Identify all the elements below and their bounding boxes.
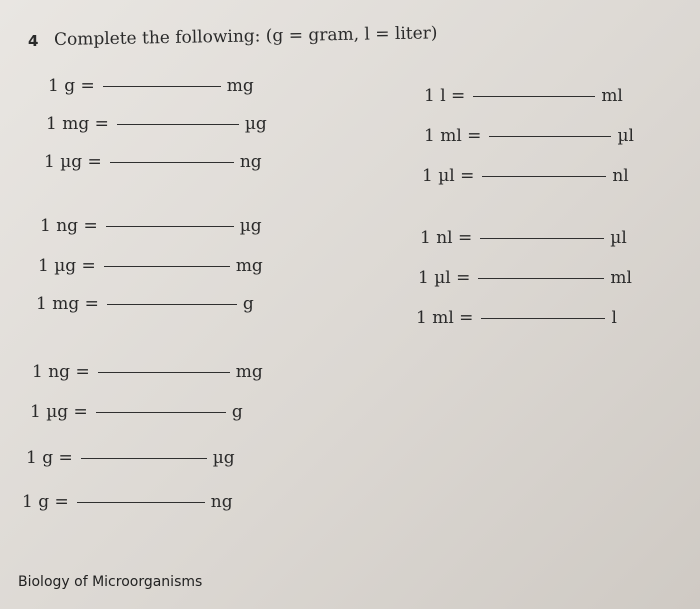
answer-blank[interactable] — [117, 124, 239, 125]
left-row-9 — [26, 448, 235, 468]
instruction-text: Complete the following: (g = gram, l = liter) — [53, 23, 438, 50]
equation-lhs: 1 µl = — [422, 166, 475, 186]
right-row-4 — [420, 228, 627, 248]
equation-lhs: 1 mg = — [46, 114, 109, 134]
question-number: 4 — [28, 32, 39, 50]
equation-lhs: 1 ml = — [424, 126, 482, 146]
answer-blank[interactable] — [81, 458, 207, 459]
equation-lhs: 1 µg = — [30, 402, 88, 422]
book-title-footer: Biology of Microorganisms — [18, 574, 203, 590]
answer-blank[interactable] — [104, 266, 230, 267]
answer-blank[interactable] — [103, 86, 221, 87]
left-row-3 — [44, 152, 262, 172]
target-unit: ml — [610, 268, 632, 288]
equation-lhs: 1 µg = — [38, 256, 96, 276]
equation-lhs: 1 ng = — [32, 362, 90, 382]
target-unit: ng — [239, 152, 262, 172]
target-unit: nl — [612, 166, 629, 186]
target-unit: g — [242, 294, 254, 314]
left-row-4 — [40, 216, 262, 236]
answer-blank[interactable] — [106, 226, 234, 227]
target-unit: ml — [601, 86, 623, 106]
left-row-7 — [32, 362, 263, 382]
equation-lhs: 1 mg = — [36, 294, 99, 314]
answer-blank[interactable] — [482, 176, 606, 177]
target-unit: mg — [226, 76, 254, 96]
equation-lhs: 1 nl = — [420, 228, 473, 248]
equation-lhs: 1 µl = — [418, 268, 471, 288]
target-unit: mg — [235, 362, 263, 382]
equation-lhs: 1 ng = — [40, 216, 98, 236]
right-row-5 — [418, 268, 632, 288]
left-row-1 — [48, 76, 254, 96]
target-unit: µg — [239, 216, 262, 236]
answer-blank[interactable] — [77, 502, 205, 503]
right-row-6 — [416, 308, 617, 328]
answer-blank[interactable] — [480, 238, 604, 239]
answer-blank[interactable] — [96, 412, 226, 413]
target-unit: g — [231, 402, 243, 422]
answer-blank[interactable] — [98, 372, 230, 373]
right-row-2 — [424, 126, 634, 146]
target-unit: µl — [617, 126, 634, 146]
answer-blank[interactable] — [473, 96, 595, 97]
target-unit: µg — [212, 448, 235, 468]
left-row-8 — [30, 402, 243, 422]
left-row-2 — [46, 114, 267, 134]
target-unit: ng — [210, 492, 233, 512]
left-row-6 — [36, 294, 254, 314]
answer-blank[interactable] — [107, 304, 237, 305]
equation-lhs: 1 µg = — [44, 152, 102, 172]
left-row-5 — [38, 256, 263, 276]
equation-lhs: 1 g = — [48, 76, 95, 96]
target-unit: µl — [610, 228, 627, 248]
right-row-3 — [422, 166, 629, 186]
target-unit: mg — [235, 256, 263, 276]
right-row-1 — [424, 86, 623, 106]
answer-blank[interactable] — [481, 318, 605, 319]
equation-lhs: 1 g = — [22, 492, 69, 512]
equation-lhs: 1 l = — [424, 86, 466, 106]
equation-lhs: 1 g = — [26, 448, 73, 468]
answer-blank[interactable] — [110, 162, 234, 163]
answer-blank[interactable] — [478, 278, 604, 279]
target-unit: l — [611, 308, 617, 328]
answer-blank[interactable] — [489, 136, 611, 137]
equation-lhs: 1 ml = — [416, 308, 474, 328]
left-row-10 — [22, 492, 233, 512]
target-unit: µg — [244, 114, 267, 134]
